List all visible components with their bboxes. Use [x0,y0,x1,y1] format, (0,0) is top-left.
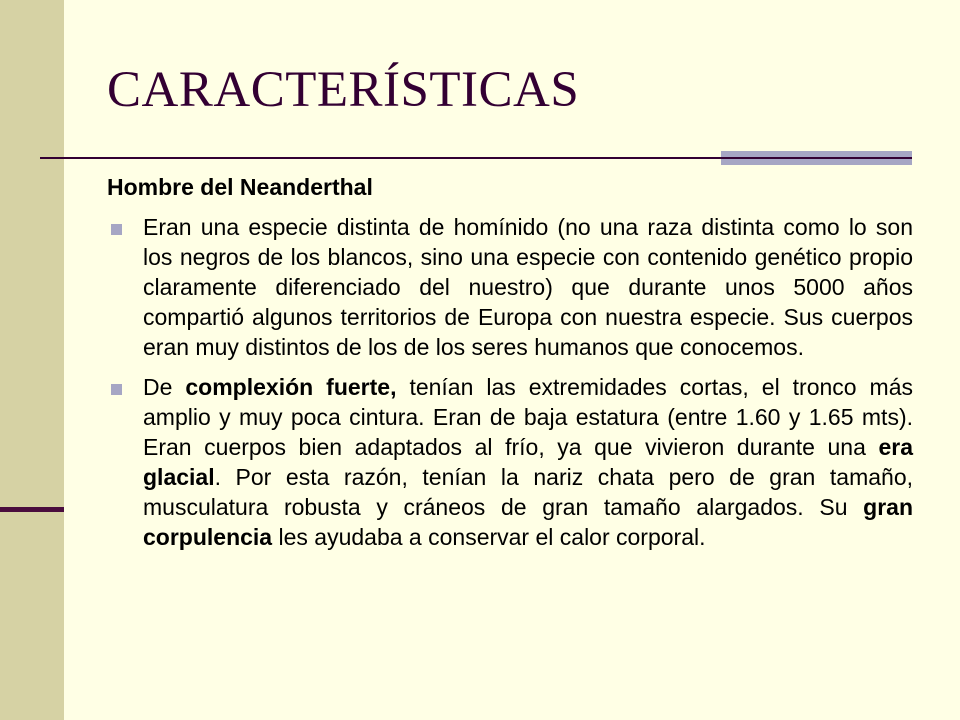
bullet-text: Eran una especie distinta de homínido (no una raza distinta como lo son los negros de los blancos, sino una especie con contenido genético propio claramente diferenciado del nuestro) que durante unos 5000 años compartió algunos territorios de Europa con nuestra especie. Sus cuerpos eran muy distintos de los de los seres humanos que conocemos. [143,214,913,360]
bullet-text-bold: gran corpulencia [143,494,913,550]
bullet-text-segment: les ayudaba a conservar el calor corporal. [272,524,706,550]
bullet-item [107,372,913,552]
slide-subtitle: Hombre del Neanderthal [107,174,373,200]
left-accent-stripe [0,507,64,512]
bullet-item [107,212,913,362]
bullet-text-segment: . Por esta razón, tenían la nariz chata pero de gran tamaño, musculatura robusta y cráneos de gran tamaño alargados. Su [143,464,913,520]
slide-body [107,172,913,562]
bullet-text-bold: era glacial [143,434,913,490]
bullet-text-segment: De [143,374,186,400]
left-decorative-bar [0,0,64,720]
bullet-text-bold: complexión fuerte, [185,374,397,400]
slide-title: CARACTERÍSTICAS [107,62,580,118]
square-bullet-icon [111,224,122,235]
square-bullet-icon [111,384,122,395]
bullet-text-segment: tenían las extremidades cortas, el tronco más amplio y muy poca cintura. Eran de baja estatura (entre 1.60 y 1.65 mts). Eran cuerpos bien adaptados al frío, ya que vivieron durante una [143,374,914,460]
title-divider-accent [721,151,912,165]
